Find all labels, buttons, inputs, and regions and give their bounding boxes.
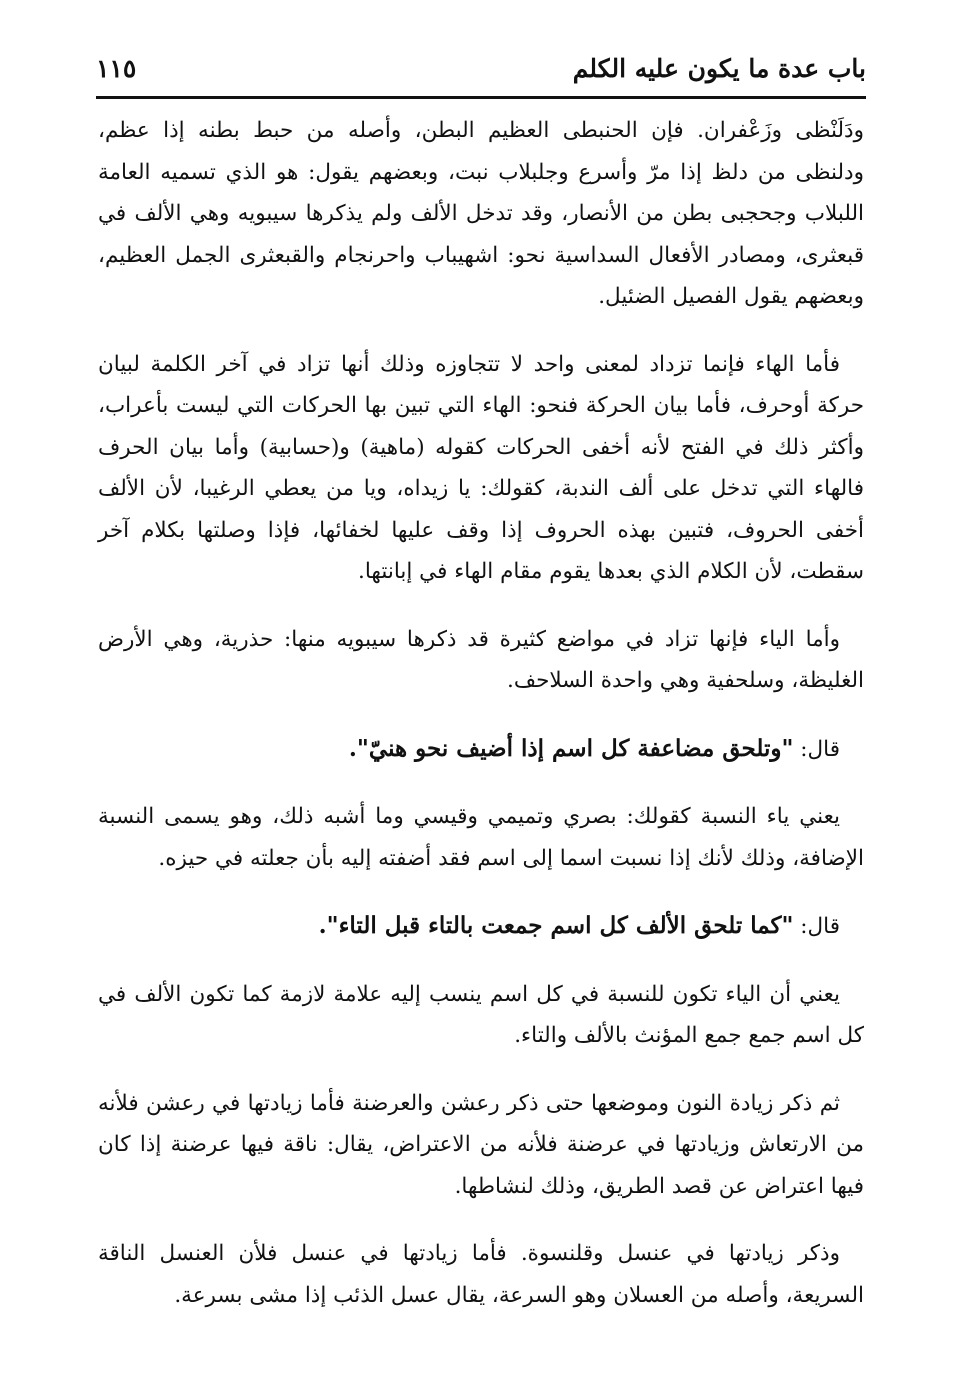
paragraph-5: يعني أن الياء تكون للنسبة في كل اسم ينسب إليه علامة لازمة كما تكون الألف في كل اسم جمع جمع المؤنث بالألف والتاء. [98,981,864,1048]
quoted-statement-1 [98,728,864,771]
chapter-title: باب عدة ما يكون عليه الكلم [572,54,866,83]
paragraph-1: ودَلَنْظى وزَعْفران. فإن الحنبطى العظيم البطن، وأصله من حبط بطنه إذا عظم، ودلنظى من دلظ إذا مرّ وأسرع وجلبلاب نبت، وبعضهم يقول: هو الذي تسميه العامة اللبلاب وجحجبى بطن من الأنصار، وقد تدخل الألف ولم يذكرها سيبويه وهي الألف في قبعثرى، ومصادر الأفعال السداسية نحو: اشهيباب واحرنجام والقبعثرى الجمل العظيم، وبعضهم يقول الفصيل الضئيل. [98,118,864,309]
quote-lead: قال: [793,914,840,939]
paragraph-3: وأما الياء فإنها تزاد في مواضع كثيرة قد ذكرها سيبويه منها: حذرية، وهي الأرض الغليظة، وسلحفية وهي واحدة السلاحف. [98,626,864,693]
quote-text: "وتلحق مضاعفة كل اسم إذا أضيف نحو هنيّ". [348,734,794,762]
page-number: ١١٥ [96,54,137,83]
quote-lead: قال: [793,736,840,762]
quoted-statement-2 [98,905,864,948]
paragraph-6: ثم ذكر زيادة النون وموضعها حتى ذكر رعشن والعرضنة فأما زيادتها في رعشن فلأنه من الارتعاش وزيادتها في عرضنة فلأنه من الاعتراض، يقال: ناقة فيها عرضنة إذا كان فيها اعتراض عن قصد الطريق، وذلك لنشاطها. [98,1090,864,1199]
paragraph-4: يعني ياء النسبة كقولك: بصري وتميمي وقيسي وما أشبه ذلك، وهو يسمى النسبة الإضافة، وذلك لأنك إذا نسبت اسما إلى اسم فقد أضفته إليه بأن جعلته في حيزه. [98,804,864,871]
page-body [98,110,864,1342]
paragraph-2: فأما الهاء فإنما تزداد لمعنى واحد لا تتجاوزه وذلك أنها تزاد في آخر الكلمة لبيان حركة أوحرف، فأما بيان الحركة فنحو: الهاء التي تبين بها الحركات التي ليست بأعراب، وأكثر ذلك في الفتح لأنه أخفى الحركات كقوله (ماهية) و(حسابية) وأما بيان الحرف فالهاء التي تدخل على ألف الندبة، كقولك: يا زيداه، ويا من يعطي الرغيبا، لأن الألف أخفى الحروف، فتبين بهذه الحروف إذا وقف عليها لخفائها، فإذا وصلتها بكلام آخر سقطت، لأن الكلام الذي بعدها يقوم مقام الهاء في إبانتها. [98,351,864,584]
header-rule [96,96,866,99]
running-header [96,40,866,96]
paragraph-7: وذكر زيادتها في عنسل وقلنسوة. فأما زيادتها في عنسل فلأن العنسل الناقة السريعة، وأصله من العسلان وهو السرعة، يقال عسل الذئب إذا مشى بسرعة. [98,1241,864,1308]
quote-text: "كما تلحق الألف كل اسم جمعت بالتاء قبل التاء". [318,912,794,939]
